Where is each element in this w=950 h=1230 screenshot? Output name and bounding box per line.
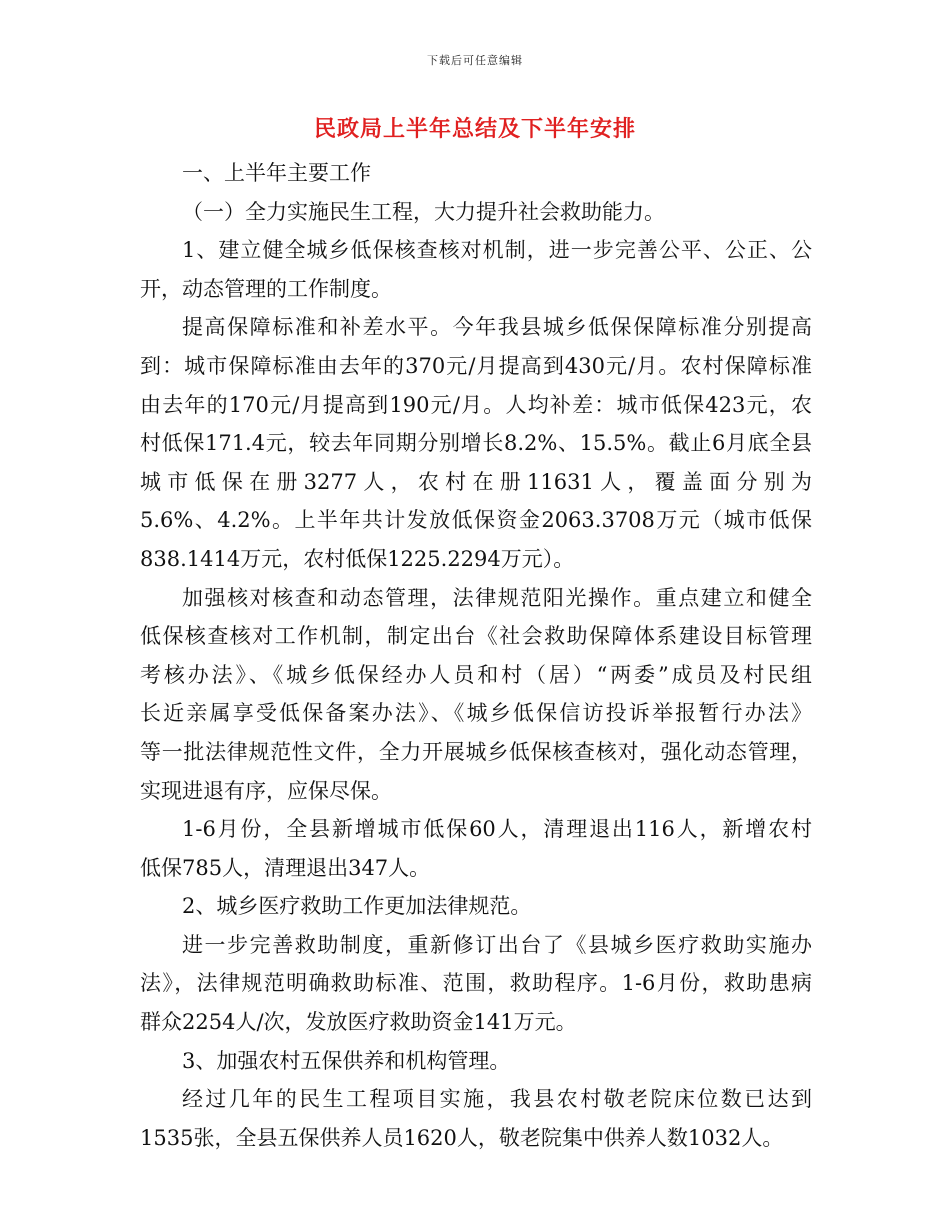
paragraph-line: 村低保171.4元，较去年同期分别增长8.2%、15.5%。截止6月底全县 [140, 431, 812, 456]
paragraph [140, 579, 812, 811]
paragraph-line: 经过几年的民生工程项目实施，我县农村敬老院床位数已达到 [182, 1087, 812, 1112]
paragraph-line: 1535张，全县五保供养人员1620人，敬老院集中供养人数1032人。 [140, 1125, 784, 1150]
document-body [140, 154, 812, 1157]
paragraph-line: 实现进退有序，应保尽保。 [140, 778, 392, 803]
paragraph-line: 到：城市保障标准由去年的370元/月提高到430元/月。农村保障标准 [140, 353, 812, 378]
paragraph-line: 1-6月份，全县新增城市低保60人，清理退出116人，新增农村 [182, 817, 812, 842]
paragraph [140, 887, 812, 926]
paragraph-line: 由去年的170元/月提高到190元/月。人均补差：城市低保423元，农 [140, 392, 812, 417]
paragraph-line: 群众2254人/次，发放医疗救助资金141万元。 [140, 1010, 577, 1035]
paragraph-line: 低保785人，清理退出347人。 [140, 855, 431, 880]
paragraph-line: 城市低保在册3277人，农村在册11631人，覆盖面分别为 [140, 469, 812, 494]
document-title: 民政局上半年总结及下半年安排 [313, 117, 636, 142]
paragraph-line: （一）全力实施民生工程，大力提升社会救助能力。 [182, 199, 665, 224]
paragraph-line: 开，动态管理的工作制度。 [140, 276, 392, 301]
paragraph-line: 法》，法律规范明确救助标准、范围，救助程序。1-6月份，救助患病 [140, 971, 812, 996]
header-note: 下载后可任意编辑 [427, 54, 523, 67]
paragraph [140, 1080, 812, 1157]
paragraph [140, 154, 812, 193]
paragraph-line: 5.6%、4.2%。上半年共计发放低保资金2063.3708万元（城市低保 [140, 508, 812, 533]
paragraph-line: 加强核对核查和动态管理，法律规范阳光操作。重点建立和健全 [182, 585, 812, 610]
paragraph [140, 1042, 812, 1081]
paragraph-line: 进一步完善救助制度，重新修订出台了《县城乡医疗救助实施办 [182, 932, 812, 957]
paragraph [140, 231, 812, 308]
paragraph-line: 一、上半年主要工作 [182, 161, 371, 185]
paragraph-line: 长近亲属享受低保备案办法》、《城乡低保信访投诉举报暂行办法》 [140, 701, 812, 726]
paragraph-line: 3、加强农村五保供养和机构管理。 [182, 1048, 511, 1073]
paragraph-line: 2、城乡医疗救助工作更加法律规范。 [182, 894, 532, 919]
paragraph-line: 提高保障标准和补差水平。今年我县城乡低保保障标准分别提高 [182, 315, 812, 340]
paragraph-line: 等一批法律规范性文件，全力开展城乡低保核查核对，强化动态管理， [140, 739, 812, 764]
paragraph-line: 1、建立健全城乡低保核查核对机制，进一步完善公平、公正、公 [182, 238, 812, 263]
paragraph [140, 810, 812, 887]
paragraph [140, 193, 812, 232]
paragraph-line: 838.1414万元，农村低保1225.2294万元）。 [140, 546, 575, 571]
paragraph [140, 308, 812, 578]
paragraph-line: 考核办法》、《城乡低保经办人员和村（居）“两委”成员及村民组 [140, 662, 812, 687]
paragraph [140, 926, 812, 1042]
paragraph-line: 低保核查核对工作机制，制定出台《社会救助保障体系建设目标管理 [140, 624, 812, 649]
